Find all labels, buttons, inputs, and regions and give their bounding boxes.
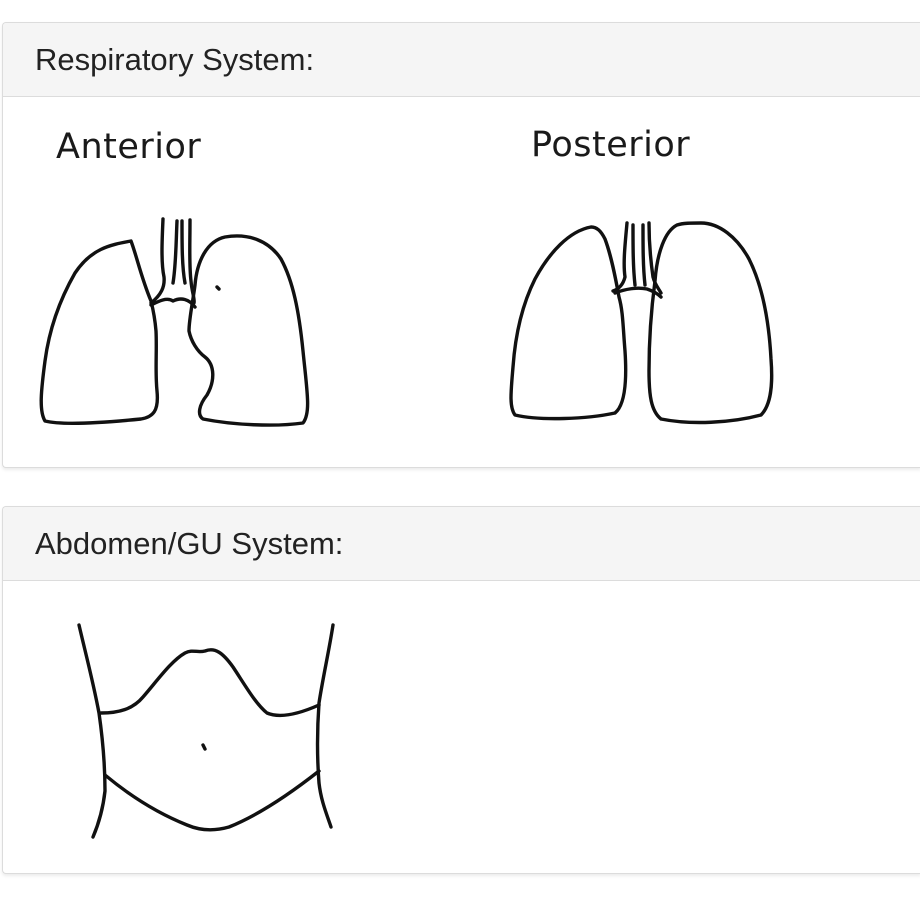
abdomen-drawing[interactable] [3, 581, 920, 871]
posterior-left-lung [511, 227, 626, 419]
posterior-trachea-inner-right [643, 225, 645, 285]
respiratory-system-title: Respiratory System: [3, 23, 920, 97]
abdomen-pelvic-line [105, 771, 319, 830]
posterior-trachea-inner-left [633, 225, 635, 285]
abdomen-gu-system-panel [2, 506, 920, 874]
anterior-label: Anterior [56, 127, 202, 167]
respiratory-system-panel [2, 22, 920, 468]
posterior-right-lung [649, 223, 772, 422]
abdomen-left-flank [79, 625, 105, 837]
abdomen-gu-system-title: Abdomen/GU System: [3, 507, 920, 581]
posterior-label: Posterior [531, 125, 691, 165]
abdomen-rib-margin [101, 650, 319, 716]
abdomen-right-flank [318, 625, 334, 827]
posterior-lungs-drawing[interactable] [3, 97, 920, 467]
umbilicus-mark [203, 745, 205, 749]
